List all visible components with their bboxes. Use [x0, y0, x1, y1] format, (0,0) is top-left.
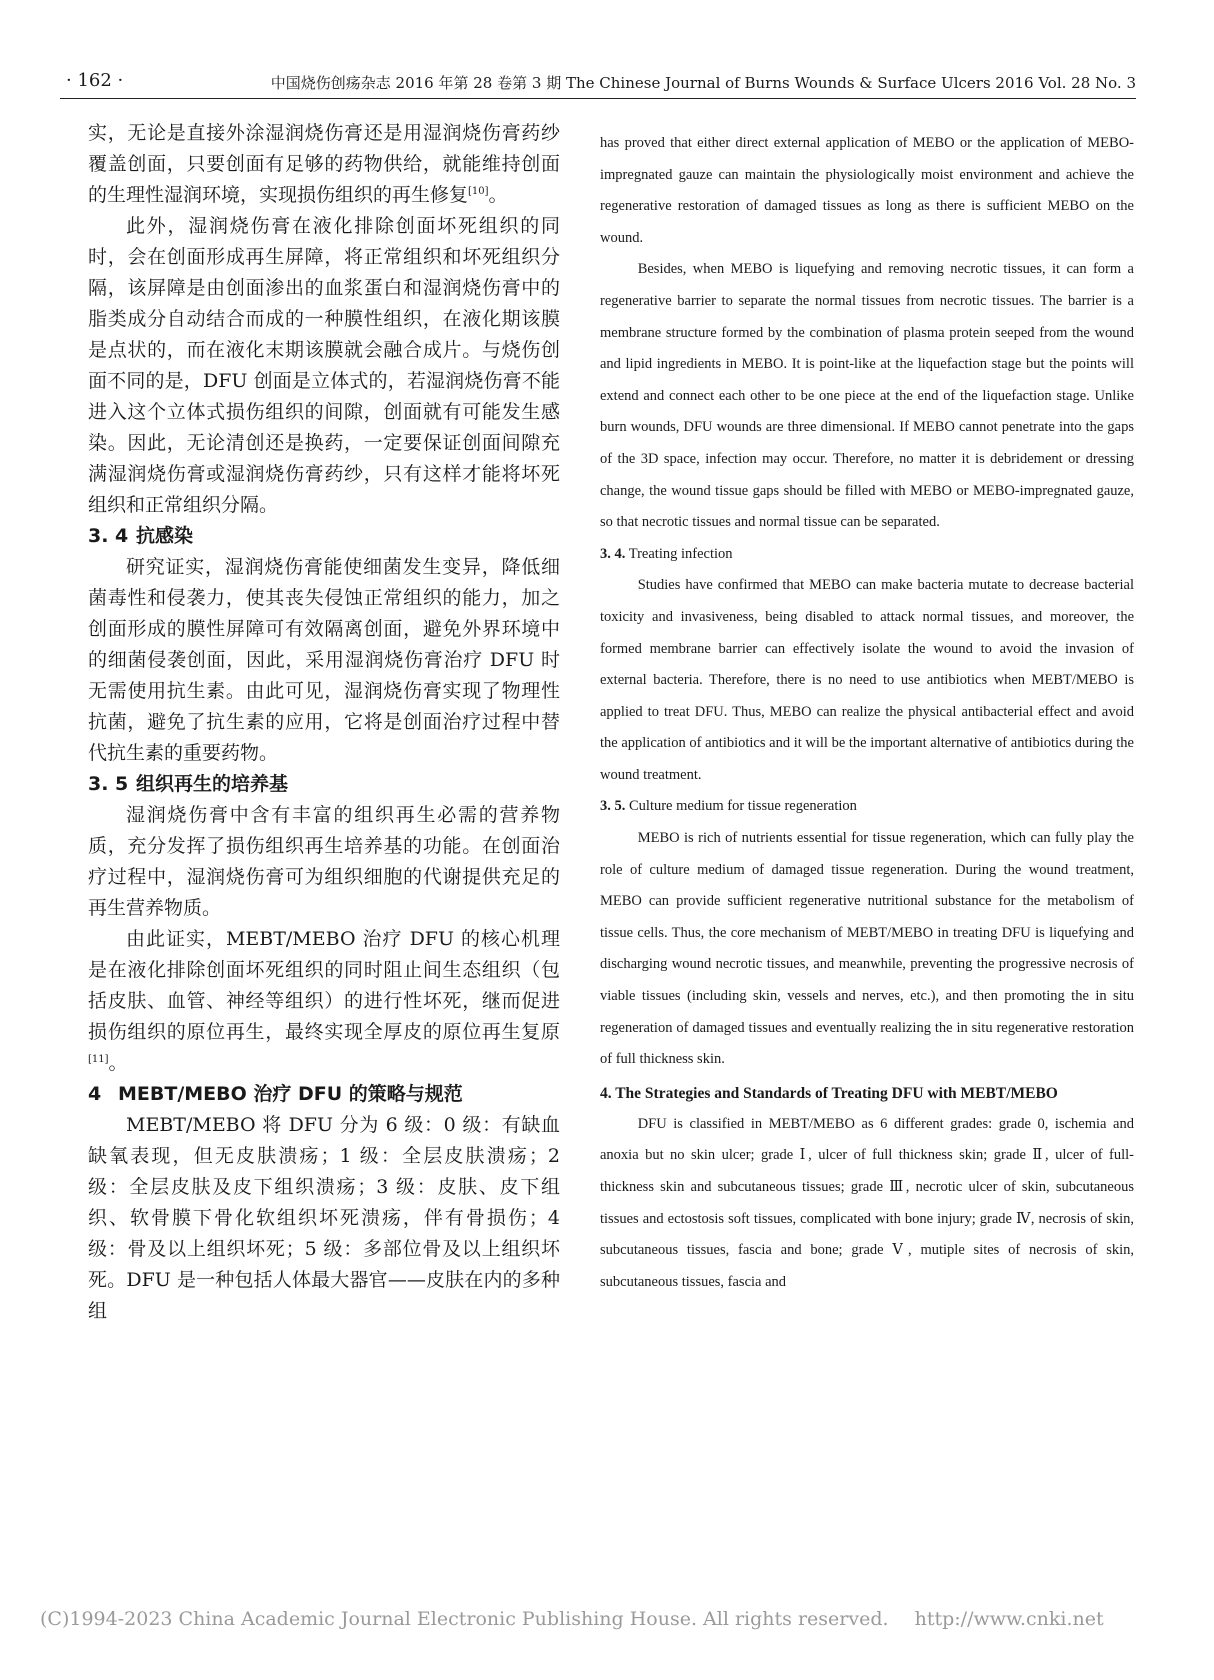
- en-paragraph-4: MEBO is rich of nutrients essential for tissue regeneration, which can fully play the role of culture medium of damaged tissue regeneration. During the wound treatment, MEBO can provide sufficient regenerative nutritional substance for the metabolism of tissue cells. Thus, the core mechanism of MEBT/MEBO in treating DFU is liquefying and discharging wound necrotic tissues, and meanwhile, preventing the progressive necrosis of viable tissues (including skin, vessels and nerves, etc.), and then promoting the in situ regeneration of damaged tissues and eventually realizing the in situ regenerative restoration of full thickness skin.: [600, 830, 1134, 1068]
- cn-paragraph-3: 研究证实，湿润烧伤膏能使细菌发生变异，降低细菌毒性和侵袭力，使其丧失侵蚀正常组织的能力，加之创面形成的膜性屏障可有效隔离创面，避免外界环境中的细菌侵袭创面，因此，采用湿润烧伤膏治疗 DFU 时无需使用抗生素。由此可见，湿润烧伤膏实现了物理性抗菌，避免了抗生素的应用，它将是创面治疗过程中替代抗生素的重要药物。: [88, 556, 560, 764]
- cn-paragraph-4: 湿润烧伤膏中含有丰富的组织再生必需的营养物质，充分发挥了损伤组织再生培养基的功能。在创面治疗过程中，湿润烧伤膏可为组织细胞的代谢提供充足的再生营养物质。: [88, 804, 560, 919]
- cn-section-3-5-title: 组织再生的培养基: [136, 773, 289, 795]
- copyright-footer: [40, 1608, 1170, 1630]
- copyright-text: (C)1994-2023 China Academic Journal Electronic Publishing House. All rights reserved.: [40, 1608, 889, 1630]
- en-paragraph-5: DFU is classified in MEBT/MEBO as 6 different grades: grade 0, ischemia and anoxia but no skin ulcer; grade Ⅰ, ulcer of full thickness skin; grade Ⅱ, ulcer of full-thickness skin and subcutaneous tissues; grade Ⅲ, necrotic ulcer of skin, subcutaneous tissues and ectostosis soft tissues, complicated with bone injury; grade Ⅳ, necrosis of skin, subcutaneous tissues, fascia and bone; grade Ⅴ, mutiple sites of necrosis of skin, subcutaneous tissues, fascia and: [600, 1115, 1134, 1290]
- cn-paragraph-5-end: 。: [108, 1052, 128, 1074]
- cn-section-3-5-number: 3. 5: [88, 773, 129, 795]
- en-paragraph-3: Studies have confirmed that MEBO can make bacteria mutate to decrease bacterial toxicity and invasiveness, being disabled to attack normal tissues, and moreover, the formed membrane barrier can effectively isolate the wound to avoid the invasion of external bacteria. Therefore, there is no need to use antibiotics when MEBT/MEBO is applied to treat DFU. Thus, MEBO can realize the physical antibacterial effect and avoid the application of antibiotics and it will be the important alternative of antibiotics during the wound treatment.: [600, 577, 1134, 783]
- page-number: · 162 ·: [66, 70, 124, 91]
- cn-paragraph-5-text: 由此证实，MEBT/MEBO 治疗 DFU 的核心机理是在液化排除创面坏死组织的同时阻止间生态组织（包括皮肤、血管、神经等组织）的进行性坏死，继而促进损伤组织的原位再生，最终实现全厚皮的原位再生复原: [88, 928, 560, 1043]
- cn-paragraph-1-text: 实，无论是直接外涂湿润烧伤膏还是用湿润烧伤膏药纱覆盖创面，只要创面有足够的药物供给，就能维持创面的生理性湿润环境，实现损伤组织的再生修复: [88, 122, 560, 206]
- cn-paragraph-1-end: 。: [488, 184, 508, 206]
- cn-paragraph-1: [88, 118, 560, 211]
- chinese-column: [88, 118, 560, 1327]
- running-header: [60, 66, 1136, 99]
- cn-section-3-4-title: 抗感染: [136, 525, 194, 547]
- cn-paragraph-6: MEBT/MEBO 将 DFU 分为 6 级：0 级：有缺血缺氧表现，但无皮肤溃疡；1 级：全层皮肤溃疡；2 级：全层皮肤及皮下组织溃疡；3 级：皮肤、皮下组织、软骨膜下骨化软组织坏死溃疡，伴有骨损伤；4 级：骨及以上组织坏死；5 级：多部位骨及以上组织坏死。DFU 是一种包括人体最大器官——皮肤在内的多种组: [88, 1114, 560, 1322]
- citation-10: [10]: [468, 186, 489, 197]
- citation-11: [11]: [88, 1054, 109, 1065]
- cn-section-4-title: MEBT/MEBO 治疗 DFU 的策略与规范: [118, 1083, 463, 1105]
- en-section-3-4-heading: [600, 539, 1134, 571]
- cn-paragraph-5: [88, 924, 560, 1079]
- en-section-3-4-number: 3. 4.: [600, 545, 626, 562]
- en-paragraph-1: has proved that either direct external application of MEBO or the application of MEBO-impregnated gauze can maintain the physiologically moist environment and achieve the regenerative restoration of damaged tissues as long as there is sufficient MEBO on the wound.: [600, 135, 1134, 246]
- cnki-url: http://www.cnki.net: [914, 1608, 1104, 1630]
- cn-paragraph-2: 此外，湿润烧伤膏在液化排除创面坏死组织的同时，会在创面形成再生屏障，将正常组织和坏死组织分隔，该屏障是由创面渗出的血浆蛋白和湿润烧伤膏中的脂类成分自动结合而成的一种膜性组织，在液化期该膜是点状的，而在液化末期该膜就会融合成片。与烧伤创面不同的是，DFU 创面是立体式的，若湿润烧伤膏不能进入这个立体式损伤组织的间隙，创面就有可能发生感染。因此，无论清创还是换药，一定要保证创面间隙充满湿润烧伤膏或湿润烧伤膏药纱，只有这样才能将坏死组织和正常组织分隔。: [88, 215, 560, 516]
- cn-section-3-4-number: 3. 4: [88, 525, 129, 547]
- en-section-3-5-title: Culture medium for tissue regeneration: [629, 798, 857, 815]
- cn-section-3-5-heading: [88, 769, 560, 800]
- cn-section-3-4-heading: [88, 521, 560, 552]
- en-section-3-5-heading: [600, 791, 1134, 823]
- journal-running-title: 中国烧伤创疡杂志 2016 年第 28 卷第 3 期 The Chinese Journal of Burns Wounds & Surface Ulcers 2016 Vol. 28 No. 3: [270, 74, 1136, 92]
- english-column: [600, 128, 1134, 1298]
- en-section-3-4-title: Treating infection: [628, 545, 733, 562]
- cn-section-4-number: 4: [88, 1083, 102, 1105]
- en-paragraph-2: Besides, when MEBO is liquefying and removing necrotic tissues, it can form a regenerative barrier to separate the normal tissues from necrotic tissues. The barrier is a membrane structure formed by the combination of plasma protein seeped from the wound and lipid ingredients in MEBO. It is point-like at the liquefaction stage but the points will extend and connect each other to be one piece at the end of the liquefaction stage. Unlike burn wounds, DFU wounds are three dimensional. If MEBO cannot penetrate into the gaps of the 3D space, infection may occur. Therefore, no matter it is debridement or dressing change, the wound tissue gaps should be filled with MEBO or MEBO-impregnated gauze, so that necrotic tissues and normal tissue can be separated.: [600, 261, 1134, 531]
- en-section-3-5-number: 3. 5.: [600, 798, 626, 815]
- cn-section-4-heading: [88, 1079, 560, 1110]
- en-section-4-heading: 4. The Strategies and Standards of Treating DFU with MEBT/MEBO: [600, 1084, 1058, 1102]
